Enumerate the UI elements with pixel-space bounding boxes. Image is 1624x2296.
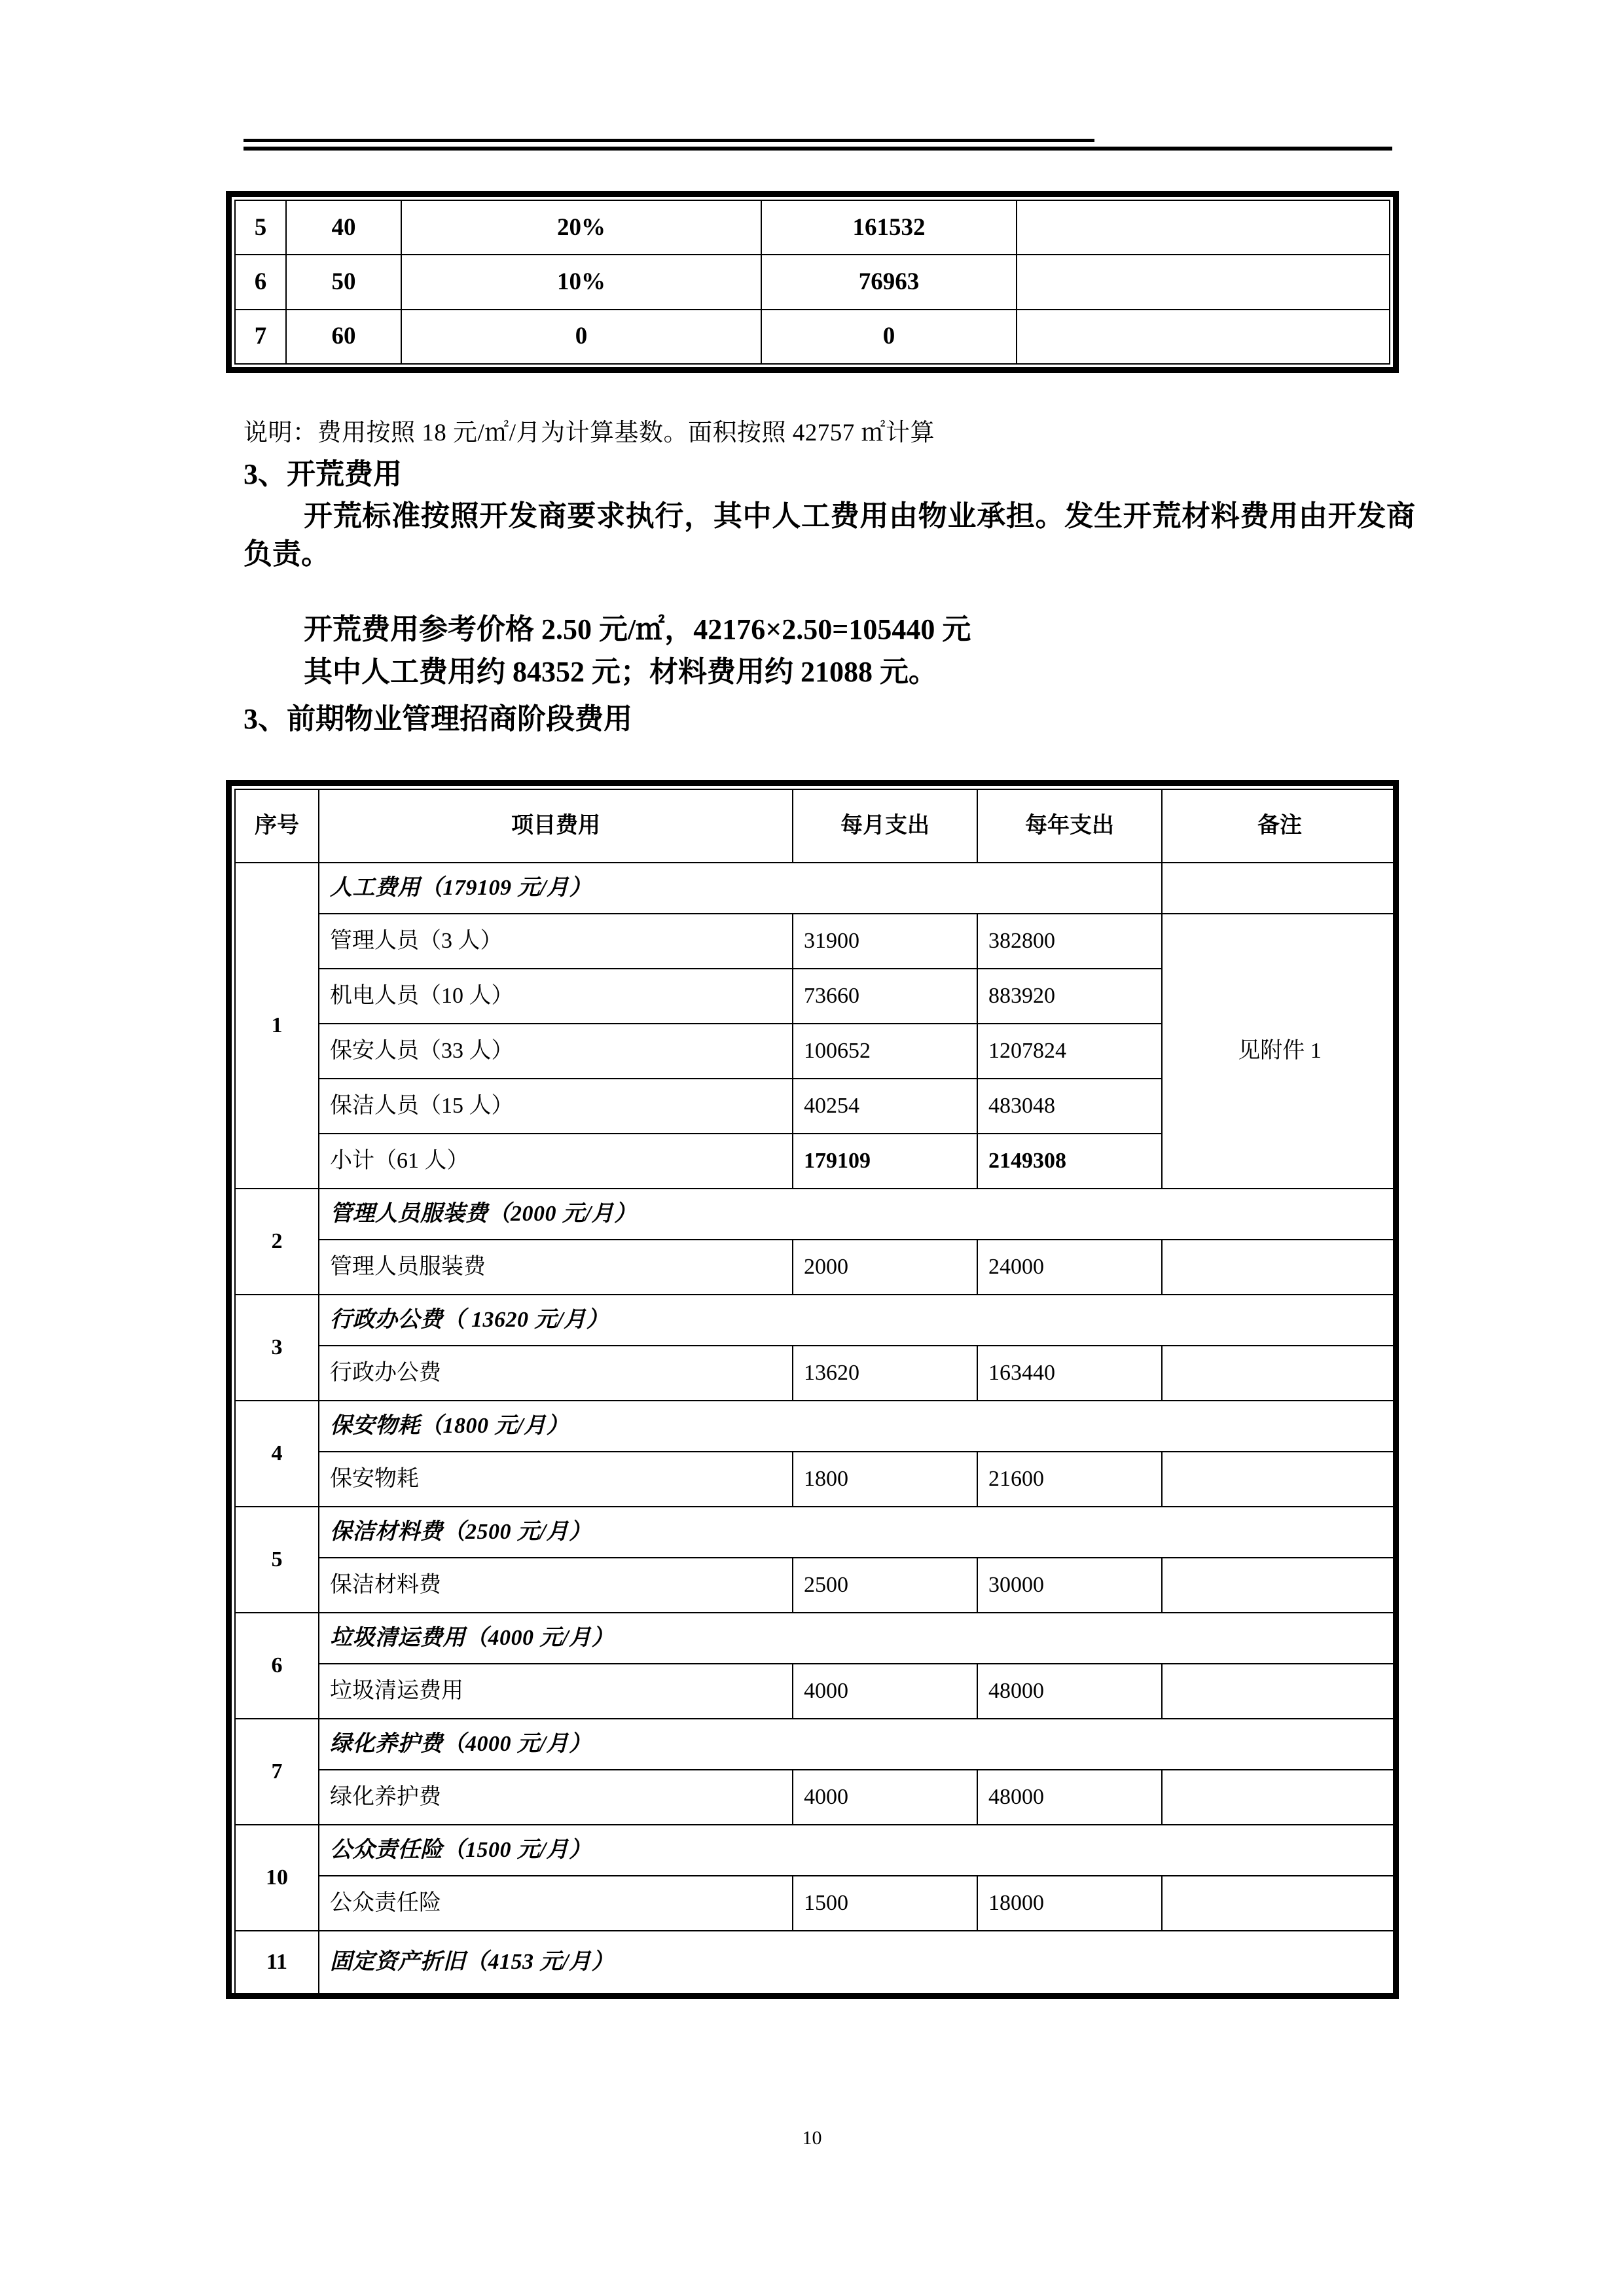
cell-rate: 0 — [401, 310, 761, 364]
cell-monthly-expense: 31900 — [793, 914, 977, 969]
cell-monthly-expense: 2000 — [793, 1240, 977, 1295]
table-row — [235, 200, 1390, 255]
cell-sequence: 2 — [235, 1189, 319, 1295]
cell-monthly-expense: 4000 — [793, 1770, 977, 1825]
cell-remark — [1162, 1876, 1398, 1931]
table-row — [235, 1346, 1398, 1401]
cell-monthly-expense: 1800 — [793, 1452, 977, 1507]
cell-item: 绿化养护费 — [319, 1770, 793, 1825]
cell-item: 管理人员（3 人） — [319, 914, 793, 969]
cell-sequence: 4 — [235, 1401, 319, 1507]
table-row — [235, 1240, 1398, 1295]
table-row — [235, 914, 1398, 969]
section-header-row — [235, 1825, 1398, 1876]
cell-remark — [1162, 1346, 1398, 1401]
cell-years: 60 — [286, 310, 401, 364]
cell-sequence: 5 — [235, 1507, 319, 1613]
cell-item: 机电人员（10 人） — [319, 969, 793, 1024]
cell-item: 公众责任险 — [319, 1876, 793, 1931]
heading-kaihuang-fee: 3、开荒费用 — [244, 458, 402, 490]
cell-amount: 161532 — [761, 200, 1017, 255]
cell-sequence: 10 — [235, 1825, 319, 1931]
cell-category: 行政办公费（ 13620 元/月） — [319, 1295, 1398, 1346]
cell-sequence: 7 — [235, 1719, 319, 1825]
preliminary-fee-table — [226, 780, 1399, 1999]
table-row — [235, 1664, 1398, 1719]
cell-monthly-expense: 4000 — [793, 1664, 977, 1719]
cell-yearly-expense: 1207824 — [977, 1024, 1162, 1079]
cell-yearly-expense: 2149308 — [977, 1134, 1162, 1189]
cell-item: 保安物耗 — [319, 1452, 793, 1507]
section-header-row — [235, 863, 1398, 914]
cell-remark — [1017, 255, 1390, 309]
cell-sequence: 1 — [235, 863, 319, 1189]
cell-yearly-expense: 21600 — [977, 1452, 1162, 1507]
cell-monthly-expense: 1500 — [793, 1876, 977, 1931]
cell-remark — [1017, 310, 1390, 364]
cell-yearly-expense: 48000 — [977, 1664, 1162, 1719]
table-row — [235, 1558, 1398, 1613]
cell-sequence: 11 — [235, 1931, 319, 1994]
column-header-seq: 序号 — [235, 789, 319, 863]
cell-sequence: 6 — [235, 1613, 319, 1719]
table-row — [235, 1452, 1398, 1507]
heading-preliminary-management-fee: 3、前期物业管理招商阶段费用 — [244, 703, 632, 735]
cell-amount: 0 — [761, 310, 1017, 364]
cell-item: 保洁人员（15 人） — [319, 1079, 793, 1134]
section-header-row — [235, 1295, 1398, 1346]
table-row — [235, 1770, 1398, 1825]
cell-remark — [1162, 1240, 1398, 1295]
cell-category: 绿化养护费（4000 元/月） — [319, 1719, 1398, 1770]
cell-remark-spacer — [1162, 863, 1398, 914]
cell-item: 小计（61 人） — [319, 1134, 793, 1189]
section-header-row — [235, 1719, 1398, 1770]
line-kaihuang-labor: 其中人工费用约 84352 元；材料费用约 21088 元。 — [304, 656, 937, 688]
column-header-monthly: 每月支出 — [793, 789, 977, 863]
cell-remark — [1162, 1558, 1398, 1613]
cell-monthly-expense: 40254 — [793, 1079, 977, 1134]
table-header-row — [235, 789, 1398, 863]
section-header-row — [235, 1507, 1398, 1558]
cell-remark — [1017, 200, 1390, 255]
line-kaihuang-price: 开荒费用参考价格 2.50 元/㎡，42176×2.50=105440 元 — [304, 613, 971, 645]
cell-category: 保安物耗（1800 元/月） — [319, 1401, 1398, 1452]
cell-seq: 5 — [235, 200, 286, 255]
cell-yearly-expense: 18000 — [977, 1876, 1162, 1931]
cell-sequence: 3 — [235, 1295, 319, 1401]
section-header-row — [235, 1401, 1398, 1452]
cell-yearly-expense: 483048 — [977, 1079, 1162, 1134]
cell-remark — [1162, 1770, 1398, 1825]
cell-years: 40 — [286, 200, 401, 255]
section-header-row — [235, 1931, 1398, 1994]
depreciation-table — [226, 191, 1399, 373]
paragraph-kaihuang-standard: 开荒标准按照开发商要求执行，其中人工费用由物业承担。发生开荒材料费用由开发商负责。 — [244, 500, 1415, 571]
cell-yearly-expense: 382800 — [977, 914, 1162, 969]
cell-category: 垃圾清运费用（4000 元/月） — [319, 1613, 1398, 1664]
cell-seq: 6 — [235, 255, 286, 309]
cell-remark: 见附件 1 — [1162, 914, 1398, 1189]
cell-category: 管理人员服装费（2000 元/月） — [319, 1189, 1398, 1240]
cell-item: 行政办公费 — [319, 1346, 793, 1401]
cell-rate: 10% — [401, 255, 761, 309]
cell-remark — [1162, 1664, 1398, 1719]
cell-monthly-expense: 100652 — [793, 1024, 977, 1079]
table-row — [235, 1876, 1398, 1931]
header-rule-upper — [244, 139, 1094, 142]
cell-category: 保洁材料费（2500 元/月） — [319, 1507, 1398, 1558]
table-row — [235, 310, 1390, 364]
cell-yearly-expense: 48000 — [977, 1770, 1162, 1825]
cell-item: 保洁材料费 — [319, 1558, 793, 1613]
cell-category: 固定资产折旧（4153 元/月） — [319, 1931, 1398, 1994]
cell-yearly-expense: 883920 — [977, 969, 1162, 1024]
section-header-row — [235, 1189, 1398, 1240]
cell-yearly-expense: 30000 — [977, 1558, 1162, 1613]
cell-item: 管理人员服装费 — [319, 1240, 793, 1295]
cell-item: 垃圾清运费用 — [319, 1664, 793, 1719]
section-header-row — [235, 1613, 1398, 1664]
column-header-yearly: 每年支出 — [977, 789, 1162, 863]
cell-monthly-expense: 179109 — [793, 1134, 977, 1189]
cell-category: 公众责任险（1500 元/月） — [319, 1825, 1398, 1876]
cell-rate: 20% — [401, 200, 761, 255]
header-rule-lower — [244, 147, 1392, 151]
cell-monthly-expense: 13620 — [793, 1346, 977, 1401]
cell-yearly-expense: 163440 — [977, 1346, 1162, 1401]
calculation-note: 说明：费用按照 18 元/㎡/月为计算基数。面积按照 42757 ㎡计算 — [244, 420, 935, 446]
cell-amount: 76963 — [761, 255, 1017, 309]
cell-monthly-expense: 2500 — [793, 1558, 977, 1613]
cell-remark — [1162, 1452, 1398, 1507]
page-number: 10 — [802, 2127, 822, 2149]
cell-monthly-expense: 73660 — [793, 969, 977, 1024]
table-row — [235, 255, 1390, 309]
cell-years: 50 — [286, 255, 401, 309]
column-header-item: 项目费用 — [319, 789, 793, 863]
cell-seq: 7 — [235, 310, 286, 364]
cell-category: 人工费用（179109 元/月） — [319, 863, 1162, 914]
cell-item: 保安人员（33 人） — [319, 1024, 793, 1079]
cell-yearly-expense: 24000 — [977, 1240, 1162, 1295]
column-header-remark: 备注 — [1162, 789, 1398, 863]
